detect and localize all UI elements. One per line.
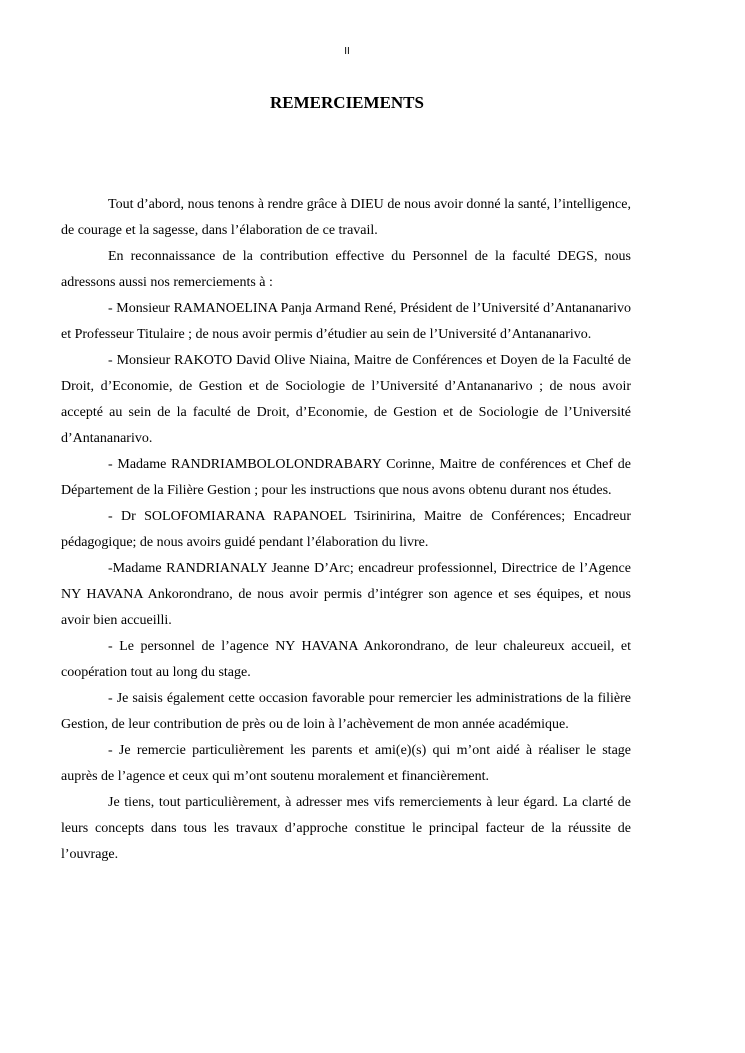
paragraph-recognition: En reconnaissance de la contribution effective du Personnel de la faculté DEGS, nous adressons aussi nos remerciements à : (61, 249, 631, 290)
paragraph-agency-staff: - Le personnel de l’agence NY HAVANA Ankorondrano, de leur chaleureux accueil, et coopération tout au long du stage. (61, 639, 631, 680)
paragraph-dean: - Monsieur RAKOTO David Olive Niaina, Maitre de Conférences et Doyen de la Faculté de Droit, d’Economie, de Gestion et de Sociologie de l’Université d’Antananarivo ; de nous avoir accepté au sein de la faculté de Droit, d’Economie, de Gestion et de Sociologie de l’Université d’Antananarivo. (61, 353, 631, 446)
page-title: REMERCIEMENTS (270, 93, 424, 112)
paragraph-academic-supervisor: - Dr SOLOFOMIARANA RAPANOEL Tsirinirina, Maitre de Conférences; Encadreur pédagogique; de nous avoirs guidé pendant l’élaboration du livre. (61, 509, 631, 550)
paragraph-family-friends: - Je remercie particulièrement les parents et ami(e)(s) qui m’ont aidé à réaliser le stage auprès de l’agence et ceux qui m’ont soutenu moralement et financièrement. (61, 743, 631, 784)
paragraph-department-head: - Madame RANDRIAMBOLOLONDRABARY Corinne, Maitre de conférences et Chef de Département de la Filière Gestion ; pour les instructions que nous avons obtenu durant nos études. (61, 457, 631, 498)
paragraph-administrations: - Je saisis également cette occasion favorable pour remercier les administrations de la filière Gestion, de leur contribution de près ou de loin à l’achèvement de mon année académique. (61, 691, 631, 732)
paragraph-intro: Tout d’abord, nous tenons à rendre grâce à DIEU de nous avoir donné la santé, l’intelligence, de courage et la sagesse, dans l’élaboration de ce travail. (61, 197, 631, 238)
acknowledgements-body (61, 192, 631, 868)
paragraph-closing: Je tiens, tout particulièrement, à adresser mes vifs remerciements à leur égard. La clarté de leurs concepts dans tous les travaux d’approche constitue le principal facteur de la réussite de l’ouvrage. (61, 795, 631, 862)
paragraph-professional-supervisor: -Madame RANDRIANALY Jeanne D’Arc; encadreur professionnel, Directrice de l’Agence NY HAVANA Ankorondrano, de nous avoir permis d’intégrer son agence et ses équipes, et nous avoir bien accueilli. (61, 561, 631, 628)
page-number: II (344, 46, 350, 57)
paragraph-president: - Monsieur RAMANOELINA Panja Armand René, Président de l’Université d’Antananarivo et Professeur Titulaire ; de nous avoir permis d’étudier au sein de l’Université d’Antananarivo. (61, 301, 631, 342)
